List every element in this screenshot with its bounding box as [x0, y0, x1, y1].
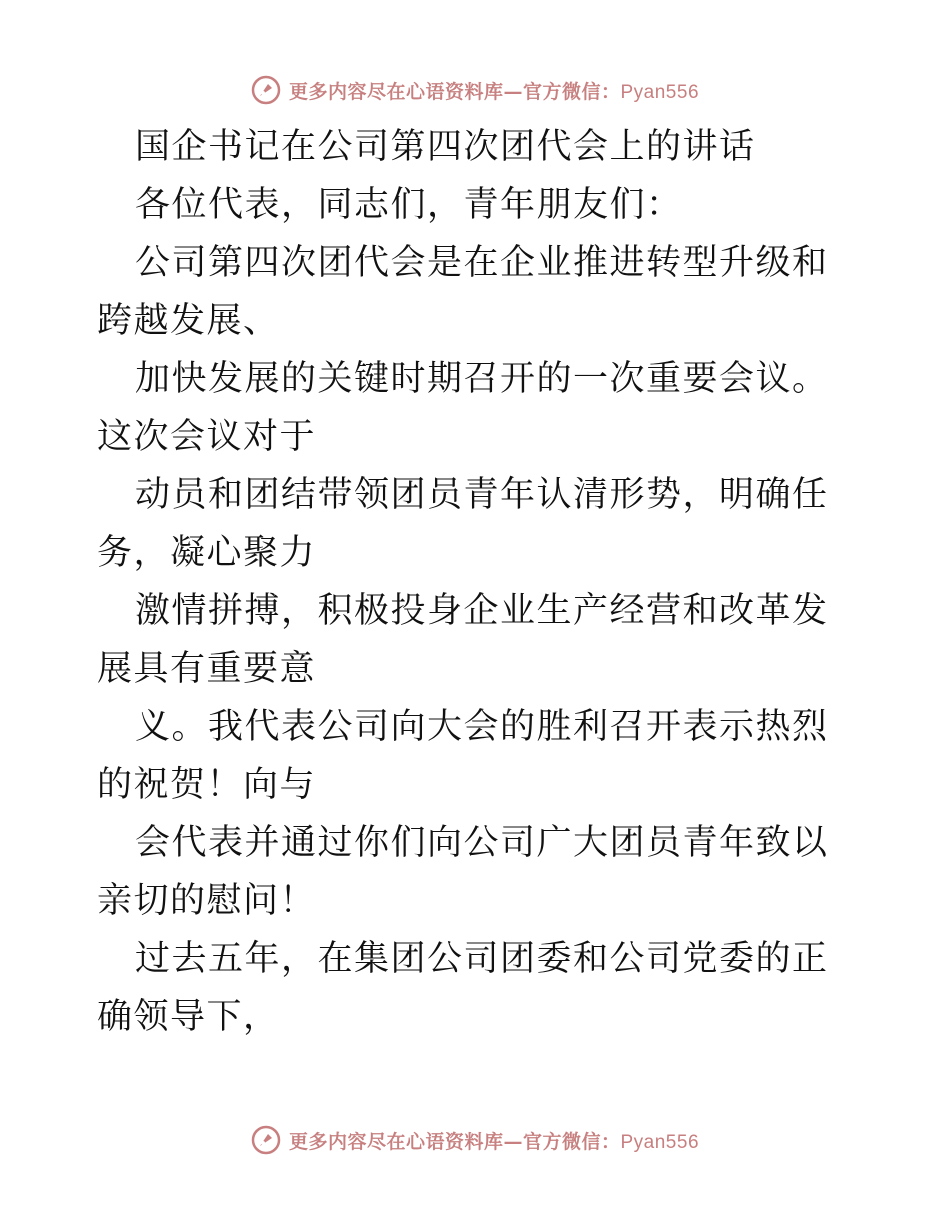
- paragraph: 义。我代表公司向大会的胜利召开表示热烈的祝贺！向与: [97, 707, 829, 805]
- header-watermark: [0, 70, 950, 110]
- document-title: 国企书记在公司第四次团代会上的讲话: [135, 127, 756, 167]
- paragraph: 过去五年，在集团公司团委和公司党委的正确领导下，: [97, 939, 829, 1037]
- paragraph: 加快发展的关键时期召开的一次重要会议。这次会议对于: [97, 359, 829, 457]
- watermark-text: 更多内容尽在心语资料库—官方微信：Pyan556: [288, 1130, 700, 1153]
- paragraph: 会代表并通过你们向公司广大团员青年致以亲切的慰问！: [97, 823, 829, 921]
- pen-nib-logo-icon: [251, 1125, 281, 1155]
- paragraph: 激情拼搏，积极投身企业生产经营和改革发展具有重要意: [97, 591, 829, 689]
- paragraph: 公司第四次团代会是在企业推进转型升级和跨越发展、: [97, 243, 829, 341]
- paragraph: 动员和团结带领团员青年认清形势，明确任务，凝心聚力: [97, 475, 829, 573]
- paragraph: 各位代表，同志们，青年朋友们：: [135, 185, 683, 225]
- watermark-text: 更多内容尽在心语资料库—官方微信：Pyan556: [288, 80, 700, 103]
- pen-nib-logo-icon: [251, 75, 281, 105]
- document-body: [97, 118, 857, 1046]
- footer-watermark: [0, 1120, 950, 1160]
